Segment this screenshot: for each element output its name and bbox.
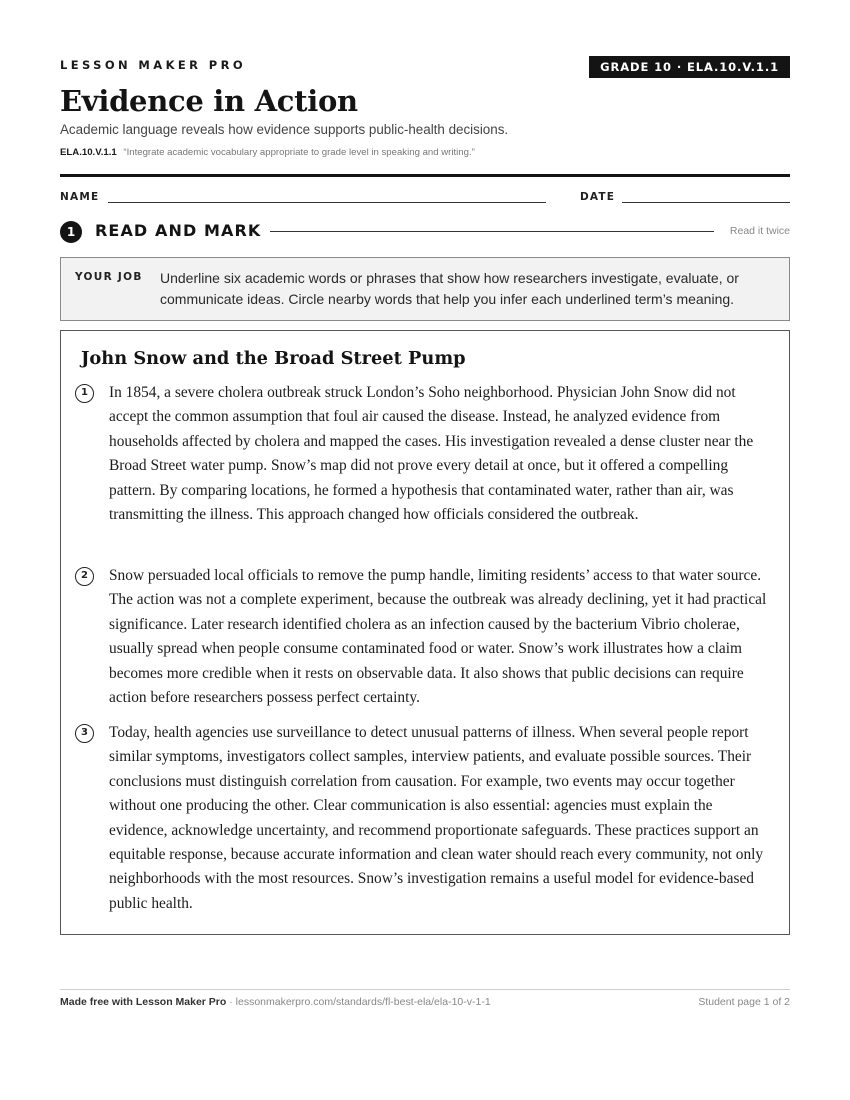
footer-page-number: Student page 1 of 2: [698, 996, 790, 1008]
paragraph-text: Snow persuaded local officials to remove the pump handle, limiting residents’ access to that water source. The action was not a complete experiment, because the outbreak was already declining, yet it had practical significance. Later research identified cholera as an infection caused by the bacterium Vibrio cholerae, usually spread when people consume contaminated food or water. Snow’s work illustrates how a claim becomes more credible when it rests on observable data. It also shows that public decisions can require action before researchers possess perfect certainty.: [109, 567, 767, 707]
paragraph-number: 2: [75, 567, 94, 586]
page-subtitle: Academic language reveals how evidence supports public-health decisions.: [60, 122, 509, 137]
standard-line: [60, 147, 475, 158]
paragraph-number: 1: [75, 384, 94, 403]
paragraph-text: In 1854, a severe cholera outbreak struck London’s Soho neighborhood. Physician John Snow did not accept the common assumption that foul air caused the disease. Instead, he analyzed evidence from households affected by cholera and mapped the cases. His investigation revealed a dense cluster near the Broad Street water pump. Snow’s map did not prove every detail at once, but it offered a compelling pattern. By comparing locations, he formed a hypothesis that contaminated water, rather than air, was transmitting the illness. This approach changed how officials considered the outbreak.: [109, 384, 754, 524]
instructions-label: YOUR JOB: [75, 271, 143, 283]
passage-title: John Snow and the Broad Street Pump: [81, 348, 466, 369]
paragraph-number: 3: [75, 724, 94, 743]
footer-divider: [60, 989, 790, 990]
paragraph-text: Today, health agencies use surveillance to detect unusual patterns of illness. When several people report similar symptoms, investigators collect samples, interview patients, and evaluate possible sources. Their conclusions must distinguish correlation from causation. For example, two events may occur together without one producing the other. Clear communication is also essential: agencies must explain the evidence, acknowledge uncertainty, and recommend proportionate safeguards. These practices support an equitable response, because accurate information and clean water should reach every community, not only neighborhoods with the most resources. Snow’s investigation remains a useful model for evidence-based public health.: [109, 724, 764, 912]
name-date-row: [60, 190, 790, 206]
page-header: [60, 56, 790, 80]
section-divider: [270, 231, 714, 232]
footer-made-with: Made free with Lesson Maker Pro: [60, 996, 227, 1008]
section-read-and-mark: [60, 220, 790, 244]
section-title: READ AND MARK: [95, 221, 262, 240]
header-divider: [60, 174, 790, 177]
instructions-box: [60, 257, 790, 321]
grade-badge: GRADE 10 · ELA.10.V.1.1: [589, 56, 790, 78]
section-number-badge: 1: [60, 221, 82, 243]
reading-passage: [60, 330, 790, 935]
date-label: DATE: [580, 191, 616, 203]
standard-code: ELA.10.V.1.1: [60, 147, 117, 158]
name-field-line[interactable]: [108, 202, 546, 203]
footer-credit: [60, 996, 491, 1008]
standard-quote: “Integrate academic vocabulary appropriate to grade level in speaking and writing.”: [123, 147, 475, 158]
page-title: Evidence in Action: [60, 84, 358, 118]
instructions-text: Underline six academic words or phrases that show how researchers investigate, evaluate, or communicate ideas. Circle nearby words that help you infer each underlined term’s meaning.: [160, 270, 739, 307]
name-label: NAME: [60, 191, 100, 203]
section-note: Read it twice: [729, 225, 790, 237]
date-field-line[interactable]: [622, 202, 790, 203]
brand-name: LESSON MAKER PRO: [60, 58, 247, 72]
footer-url: · lessonmakerpro.com/standards/fl-best-ela/ela-10-v-1-1: [226, 996, 491, 1008]
